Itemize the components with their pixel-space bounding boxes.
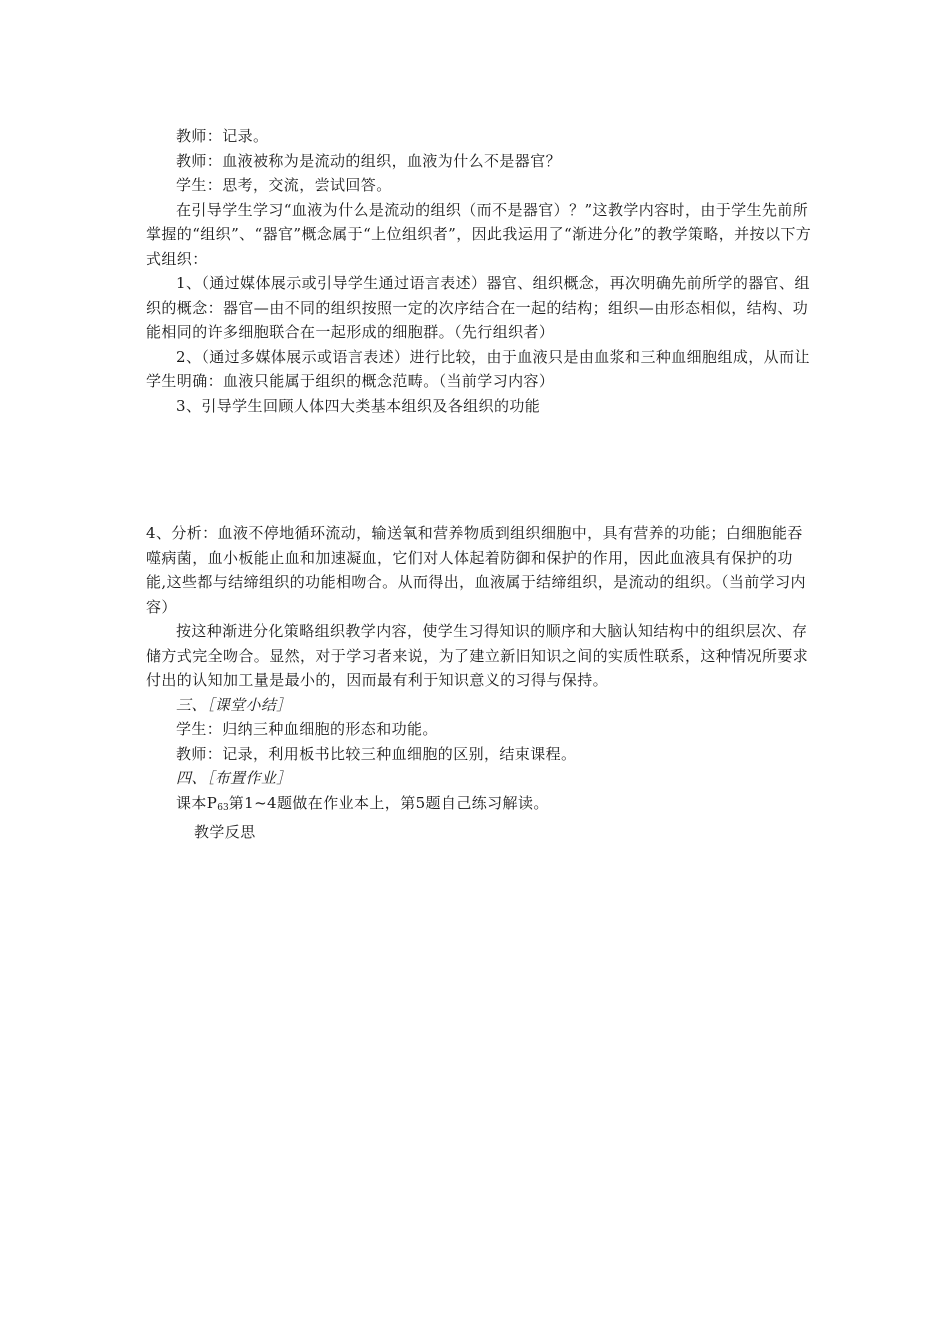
paragraph-homework	[146, 791, 812, 821]
paragraph-step-4-analysis: 4、分析：血液不停地循环流动，输送氧和营养物质到组织细胞中，具有营养的功能；白细胞能吞噬病菌，血小板能止血和加速凝血，它们对人体起着防御和保护的作用，因此血液具有保护的功能,这些都与结缔组织的功能相吻合。从而得出，血液属于结缔组织，是流动的组织。（当前学习内容）	[146, 524, 806, 616]
heading-homework: 四、［布置作业］	[176, 769, 292, 787]
paragraph-student-summary: 学生：归纳三种血细胞的形态和功能。	[176, 720, 438, 738]
section-discussion	[146, 124, 812, 418]
paragraph-student-answer: 学生：思考，交流，尝试回答。	[176, 176, 392, 194]
heading-class-summary: 三、［课堂小结］	[176, 695, 292, 714]
paragraph-step-2: 2、（通过多媒体展示或语言表述）进行比较，由于血液只是由血浆和三种血细胞组成，从而让学生明确：血液只能属于组织的概念范畴。（当前学习内容）	[146, 347, 810, 390]
paragraph-teacher-question: 教师：血液被称为是流动的组织，血液为什么不是器官？	[176, 151, 562, 170]
paragraph-teacher-summary: 教师：记录，利用板书比较三种血细胞的区别，结束课程。	[176, 744, 577, 763]
section-analysis	[146, 521, 812, 845]
homework-prefix: 课本P	[176, 793, 218, 812]
paragraph-strategy-intro: 在引导学生学习“血液为什么是流动的组织（而不是器官）？”这教学内容时，由于学生先前所掌握的“组织”、“器官”概念属于“上位组织者”，因此我运用了“渐进分化”的教学策略，并按以下方式组织：	[146, 200, 812, 268]
paragraph-step-1: 1、（通过媒体展示或引导学生通过语言表述）器官、组织概念，再次明确先前所学的器官、组织的概念：器官—由不同的组织按照一定的次序结合在一起的结构；组织—由形态相似，结构、功能相同的许多细胞联合在一起形成的细胞群。（先行组织者）	[146, 274, 810, 341]
homework-rest: 第1~4题做在作业本上，第5题自己练习解读。	[228, 793, 549, 812]
heading-reflection: 教学反思	[194, 823, 256, 841]
paragraph-step-3: 3、引导学生回顾人体四大类基本组织及各组织的功能	[176, 396, 541, 415]
homework-page-number: 63	[217, 802, 229, 813]
paragraph-teacher-record: 教师：记录。	[176, 127, 269, 145]
paragraph-strategy-conclusion: 按这种渐进分化策略组织教学内容，使学生习得知识的顺序和大脑认知结构中的组织层次、存储方式完全吻合。显然，对于学习者来说，为了建立新旧知识之间的实质性联系，这种情况所要求付出的认知加工量是最小的，因而最有利于知识意义的习得与保持。	[146, 622, 809, 689]
